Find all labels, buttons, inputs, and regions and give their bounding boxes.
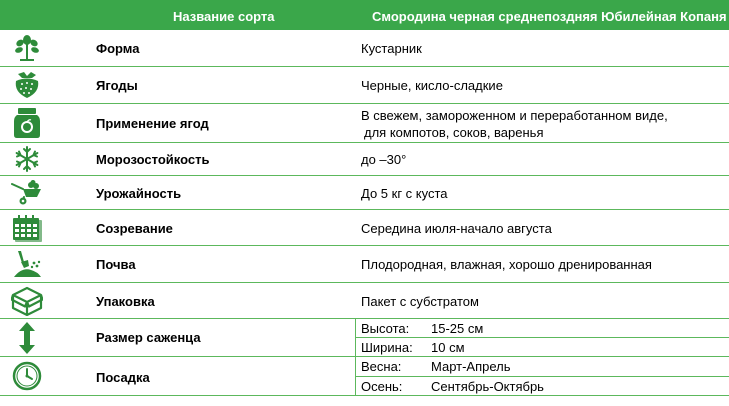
row-value: Пакет с субстратом [361,294,479,309]
table-row [0,143,729,176]
soil-shovel-icon [6,249,48,279]
height-arrow-icon [6,321,48,354]
sub-key: Ширина: [361,340,413,355]
row-name: Урожайность [96,186,182,201]
snowflake-icon [6,145,48,173]
header-variety-name: Смородина черная среднепоздняя Юбилейная Копаня [372,9,727,24]
bush-icon [6,33,48,63]
sub-row [355,340,729,357]
calendar-icon [6,212,48,243]
row-value: Черные, кисло-сладкие [361,78,503,93]
table-row [0,30,729,67]
berries-icon [6,70,48,100]
row-name: Упаковка [96,294,155,309]
row-name: Размер саженца [96,330,201,345]
row-value: Кустарник [361,41,422,56]
sub-key: Высота: [361,321,410,336]
clock-icon [6,360,48,392]
row-name: Морозостойкость [96,152,210,167]
wheelbarrow-icon [6,178,48,207]
table-row [0,357,729,396]
row-name: Посадка [96,370,150,385]
row-name: Созревание [96,221,173,236]
column-divider [355,319,356,356]
sub-row [355,379,729,396]
header-variety-label: Название сорта [173,9,275,24]
table-row [0,246,729,283]
sub-value: 15-25 см [431,321,484,336]
row-name: Применение ягод [96,116,209,131]
table-row [0,283,729,319]
row-value: до –30° [361,152,407,167]
row-value: Середина июля-начало августа [361,221,552,236]
row-name: Форма [96,41,140,56]
table-header [0,0,729,30]
sub-divider [355,376,729,377]
row-name: Ягоды [96,78,138,93]
sub-divider [355,337,729,338]
sub-key: Весна: [361,359,402,374]
row-value-line2: для компотов, соков, варенья [364,125,544,140]
sub-row [355,359,729,376]
table-row [0,67,729,104]
row-value: Плодородная, влажная, хорошо дренированная [361,257,652,272]
column-divider [355,357,356,395]
sub-value: 10 см [431,340,465,355]
row-value-line1: В свежем, замороженном и переработанном виде, [361,108,668,123]
table-row [0,210,729,246]
table-row [0,319,729,357]
sub-value: Март-Апрель [431,359,511,374]
sub-row [355,321,729,338]
jar-icon [6,107,48,139]
row-name: Почва [96,257,136,272]
row-value: До 5 кг с куста [361,186,448,201]
box-icon [6,285,48,316]
sub-key: Осень: [361,379,403,394]
table-row [0,176,729,210]
sub-value: Сентябрь-Октябрь [431,379,544,394]
table-row [0,104,729,143]
